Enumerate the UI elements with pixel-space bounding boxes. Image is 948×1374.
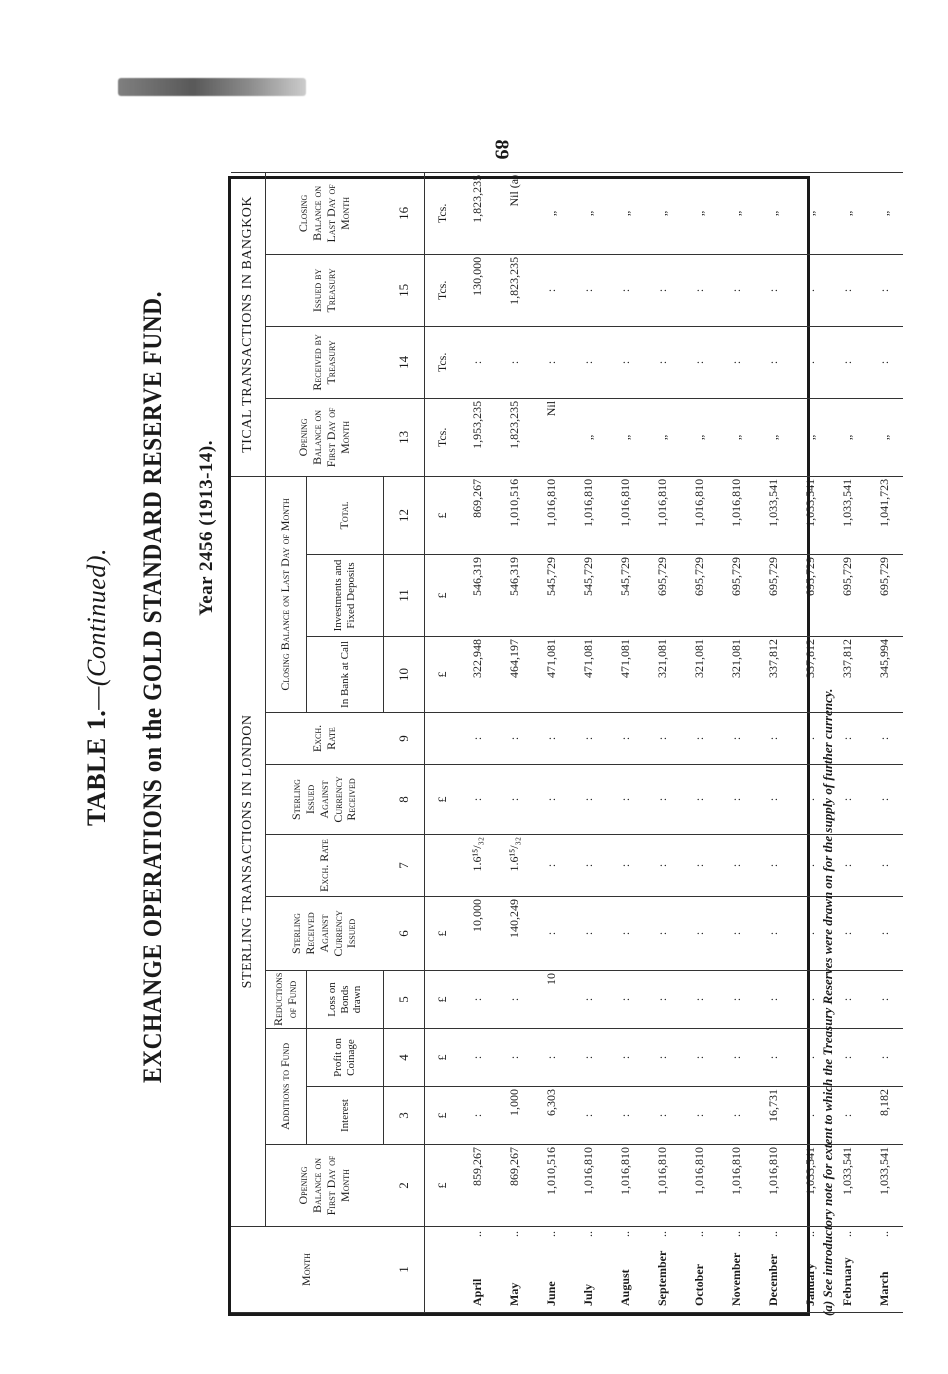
table-cell: : — [533, 1029, 570, 1087]
page-number: 89 — [490, 139, 513, 160]
table-cell: „ — [866, 398, 903, 476]
table-cell: : — [681, 713, 718, 765]
table-cell: : — [829, 897, 866, 971]
table-cell: 16,731 — [755, 1087, 792, 1145]
header-opening-balance: Opening Balance on First Day of Month — [266, 1145, 384, 1227]
unit-label: £ — [425, 1029, 460, 1087]
table-cell: : — [570, 835, 607, 897]
table-cell: : — [755, 713, 792, 765]
column-number: 2 — [384, 1145, 425, 1227]
table-cell: : — [607, 765, 644, 835]
table-cell: 1,010,516 — [496, 476, 533, 554]
header-sterling-received: Sterling Received Against Currency Issued — [266, 897, 384, 971]
table-cell: 1,016,810 — [644, 476, 681, 554]
table-cell: 140,249 — [496, 897, 533, 971]
table-cell: : — [829, 1087, 866, 1145]
table-cell: : — [607, 1029, 644, 1087]
month-label: April — [470, 1278, 484, 1306]
column-number: 8 — [384, 765, 425, 835]
header-issued-treasury: Issued by Treasury — [266, 254, 384, 326]
table-cell: „ — [829, 398, 866, 476]
table-cell: : — [792, 326, 829, 398]
header-in-bank: In Bank at Call — [307, 637, 384, 713]
table-cell: : — [718, 897, 755, 971]
table-cell: : — [570, 326, 607, 398]
table-cell: : — [570, 1087, 607, 1145]
table-cell: : — [866, 971, 903, 1029]
table-cell: 1,033,541 — [866, 1145, 903, 1227]
month-label: August — [618, 1269, 632, 1306]
table-cell: 695,729 — [681, 555, 718, 637]
month-cell: November .. — [718, 1227, 755, 1313]
header-interest: Interest — [307, 1087, 384, 1145]
header-exch-rate-1: Exch. Rate — [266, 835, 384, 897]
unit-label: £ — [425, 637, 460, 713]
header-closing-tical: Closing Balance on Last Day of Month — [266, 172, 384, 254]
table-cell: 1,033,541 — [792, 1145, 829, 1227]
unit-label: £ — [425, 1145, 460, 1227]
table-cell: 337,812 — [792, 637, 829, 713]
table-cell: Nil (a) — [496, 172, 533, 254]
month-cell: May .. — [496, 1227, 533, 1313]
table-cell: : — [607, 713, 644, 765]
table-cell: : — [829, 765, 866, 835]
table-cell: 1,033,541 — [829, 1145, 866, 1227]
unit-label — [425, 713, 460, 765]
unit-label — [425, 1227, 460, 1313]
header-sterling-group: STERLING TRANSACTIONS IN LONDON — [231, 476, 266, 1226]
table-cell: : — [829, 971, 866, 1029]
table-cell: : — [644, 1029, 681, 1087]
table-cell: „ — [755, 398, 792, 476]
table-cell: 695,729 — [866, 555, 903, 637]
table-row — [607, 172, 644, 1312]
column-number: 3 — [384, 1087, 425, 1145]
unit-label: Tcs. — [425, 326, 460, 398]
unit-label: £ — [425, 971, 460, 1029]
table-cell: 546,319 — [496, 555, 533, 637]
month-label: July — [581, 1283, 595, 1306]
table-cell: 1,010,516 — [533, 1145, 570, 1227]
table-cell: : — [792, 765, 829, 835]
month-cell: August .. — [607, 1227, 644, 1313]
header-profit-coinage: Profit on Coinage — [307, 1029, 384, 1087]
table-cell: 345,994 — [866, 637, 903, 713]
table-cell: „ — [644, 172, 681, 254]
header-exch-rate-2: Exch. Rate — [266, 713, 384, 765]
table-cell: : — [607, 835, 644, 897]
table-cell: : — [607, 254, 644, 326]
table-cell: „ — [570, 398, 607, 476]
unit-label: £ — [425, 897, 460, 971]
table-cell: 1,016,810 — [570, 1145, 607, 1227]
table-cell: : — [681, 1087, 718, 1145]
column-number: 16 — [384, 172, 425, 254]
table-cell: 1,823,235 — [459, 172, 496, 254]
table-cell: : — [829, 713, 866, 765]
column-number: 9 — [384, 713, 425, 765]
table-cell: : — [496, 1029, 533, 1087]
table-cell: : — [644, 713, 681, 765]
table-cell: : — [681, 1029, 718, 1087]
header-loss-bonds: Loss on Bonds drawn — [307, 971, 384, 1029]
table-cell: „ — [829, 172, 866, 254]
table-cell: : — [681, 835, 718, 897]
unit-label: £ — [425, 555, 460, 637]
table-cell: 471,081 — [570, 637, 607, 713]
table-cell: „ — [866, 172, 903, 254]
table-cell: : — [570, 254, 607, 326]
table-cell: 130,000 — [459, 254, 496, 326]
table-cell: : — [718, 835, 755, 897]
table-cell: : — [681, 897, 718, 971]
table-cell: : — [644, 326, 681, 398]
table-cell: 859,267 — [459, 1145, 496, 1227]
table-cell: : — [459, 326, 496, 398]
table-cell: „ — [533, 172, 570, 254]
table-cell: : — [755, 971, 792, 1029]
month-cell: June .. — [533, 1227, 570, 1313]
table-cell: : — [755, 1029, 792, 1087]
table-cell: : — [533, 765, 570, 835]
table-cell: 695,729 — [829, 555, 866, 637]
table-cell: : — [533, 897, 570, 971]
table-cell: : — [866, 765, 903, 835]
table-cell: : — [792, 897, 829, 971]
data-rows — [459, 172, 903, 1312]
table-cell: : — [755, 326, 792, 398]
table-cell: : — [533, 713, 570, 765]
table-cell: : — [792, 835, 829, 897]
table-row — [570, 172, 607, 1312]
table-cell: : — [866, 713, 903, 765]
table-cell: 471,081 — [533, 637, 570, 713]
table-subtitle: EXCHANGE OPERATIONS on the GOLD STANDARD RESERVE FUND. — [138, 291, 167, 1083]
table-cell: : — [866, 835, 903, 897]
table-cell: : — [644, 254, 681, 326]
month-label: February — [840, 1257, 854, 1306]
table-cell: : — [607, 326, 644, 398]
table-cell: „ — [607, 398, 644, 476]
table-cell: : — [829, 835, 866, 897]
unit-label: Tcs. — [425, 172, 460, 254]
month-cell: January .. — [792, 1227, 829, 1313]
table-cell: 1,033,541 — [829, 476, 866, 554]
table-cell: 695,729 — [644, 555, 681, 637]
table-cell: „ — [755, 172, 792, 254]
table-cell: 321,081 — [644, 637, 681, 713]
table-cell: : — [718, 713, 755, 765]
month-cell: July .. — [570, 1227, 607, 1313]
table-cell: „ — [644, 398, 681, 476]
table-cell: : — [607, 897, 644, 971]
table-cell: 1,016,810 — [718, 476, 755, 554]
table-cell: „ — [718, 172, 755, 254]
table-cell: : — [644, 971, 681, 1029]
table-cell: 1,823,235 — [496, 398, 533, 476]
table-cell: : — [755, 835, 792, 897]
table-cell: 471,081 — [607, 637, 644, 713]
table-cell: 1.6¹⁵/₃₂ — [496, 835, 533, 897]
table-row — [644, 172, 681, 1312]
table-cell: : — [496, 765, 533, 835]
table-cell: „ — [681, 398, 718, 476]
table-cell: : — [792, 254, 829, 326]
table-cell: : — [829, 326, 866, 398]
table-cell: „ — [607, 172, 644, 254]
column-number: 12 — [384, 476, 425, 554]
table-cell: : — [792, 713, 829, 765]
month-label: June — [544, 1281, 558, 1306]
table-cell: : — [681, 326, 718, 398]
table-row — [718, 172, 755, 1312]
table-cell: „ — [681, 172, 718, 254]
table-cell: : — [570, 713, 607, 765]
header-month: Month — [231, 1227, 384, 1313]
table-cell: : — [755, 765, 792, 835]
table-cell: : — [644, 897, 681, 971]
table-row — [533, 172, 570, 1312]
column-number: 6 — [384, 897, 425, 971]
table-cell: : — [533, 835, 570, 897]
month-cell: December .. — [755, 1227, 792, 1313]
table-cell: 1,016,810 — [607, 1145, 644, 1227]
unit-label: £ — [425, 1087, 460, 1145]
month-label: March — [877, 1271, 891, 1306]
table-cell: 322,948 — [459, 637, 496, 713]
month-cell: February .. — [829, 1227, 866, 1313]
table-cell: : — [644, 1087, 681, 1145]
table-cell: 869,267 — [496, 1145, 533, 1227]
table-cell: : — [792, 1029, 829, 1087]
table-cell: 337,812 — [829, 637, 866, 713]
month-label: October — [692, 1264, 706, 1306]
table-cell: : — [866, 326, 903, 398]
header-additions: Additions to Fund — [266, 1029, 307, 1145]
table-cell: : — [755, 254, 792, 326]
table-cell: : — [718, 1029, 755, 1087]
table-cell: 695,729 — [792, 555, 829, 637]
table-cell: 1,016,810 — [644, 1145, 681, 1227]
table-row — [755, 172, 792, 1312]
year-label: Year 2456 (1913-14). — [196, 440, 217, 616]
table-cell: 545,729 — [533, 555, 570, 637]
table-cell: : — [459, 1029, 496, 1087]
table-cell: : — [718, 254, 755, 326]
table-row — [496, 172, 533, 1312]
table-cell: : — [570, 765, 607, 835]
table-cell: 1,041,723 — [866, 476, 903, 554]
table-cell: 1,016,810 — [533, 476, 570, 554]
table-cell: : — [718, 1087, 755, 1145]
table-cell: 1,016,810 — [681, 1145, 718, 1227]
column-number: 13 — [384, 398, 425, 476]
header-sterling-issued: Sterling Issued Against Currency Received — [266, 765, 384, 835]
table-cell: 695,729 — [755, 555, 792, 637]
month-cell: March .. — [866, 1227, 903, 1313]
table-cell: 337,812 — [755, 637, 792, 713]
table-cell: 1,016,810 — [681, 476, 718, 554]
unit-label — [425, 835, 460, 897]
table-cell: : — [681, 254, 718, 326]
header-total: Total — [307, 476, 384, 554]
table-row — [459, 172, 496, 1312]
column-number: 15 — [384, 254, 425, 326]
table-cell: : — [459, 1087, 496, 1145]
column-number: 7 — [384, 835, 425, 897]
table-cell: : — [866, 897, 903, 971]
header-tical-group: TICAL TRANSACTIONS IN BANGKOK — [231, 172, 266, 476]
month-label: January — [803, 1263, 817, 1306]
table-cell: : — [866, 254, 903, 326]
table-cell: : — [644, 835, 681, 897]
table-cell: 10 — [533, 971, 570, 1029]
column-number: 1 — [384, 1227, 425, 1313]
table-cell: : — [570, 1029, 607, 1087]
footnote: (a) See introductory note for extent to which the Treasury Reserves were drawn on for the supply of further currency. — [820, 688, 835, 1316]
column-number: 14 — [384, 326, 425, 398]
table-cell: 8,182 — [866, 1087, 903, 1145]
table-cell: : — [459, 713, 496, 765]
table-cell: „ — [570, 172, 607, 254]
table-cell: 1,016,810 — [755, 1145, 792, 1227]
unit-label: Tcs. — [425, 254, 460, 326]
table-cell: „ — [792, 172, 829, 254]
table-row — [866, 172, 903, 1312]
table-cell: 1.6¹⁵/₃₂ — [459, 835, 496, 897]
table-cell: : — [533, 326, 570, 398]
table-cell: 1,016,810 — [718, 1145, 755, 1227]
table-cell: 1,016,810 — [607, 476, 644, 554]
table-cell: : — [570, 971, 607, 1029]
table-cell: : — [570, 897, 607, 971]
column-number: 10 — [384, 637, 425, 713]
table-cell: 1,033,541 — [792, 476, 829, 554]
month-label: May — [507, 1282, 521, 1306]
table-cell: 1,953,235 — [459, 398, 496, 476]
table-cell: Nil — [533, 398, 570, 476]
table-cell: : — [681, 765, 718, 835]
month-label: September — [655, 1250, 669, 1306]
table-cell: : — [459, 765, 496, 835]
table-cell: : — [681, 971, 718, 1029]
table-cell: : — [718, 971, 755, 1029]
month-cell: October .. — [681, 1227, 718, 1313]
unit-label: £ — [425, 765, 460, 835]
table-cell: : — [607, 971, 644, 1029]
table-cell: 1,823,235 — [496, 254, 533, 326]
table-cell: 321,081 — [681, 637, 718, 713]
table-cell: 869,267 — [459, 476, 496, 554]
table-cell: 545,729 — [607, 555, 644, 637]
table-cell: 464,197 — [496, 637, 533, 713]
table-cell: : — [607, 1087, 644, 1145]
table-cell: „ — [718, 398, 755, 476]
header-received-treasury: Received by Treasury — [266, 326, 384, 398]
table-cell: : — [644, 765, 681, 835]
table-cell: : — [755, 897, 792, 971]
table-cell: : — [792, 1087, 829, 1145]
table-cell: 10,000 — [459, 897, 496, 971]
unit-label: Tcs. — [425, 398, 460, 476]
table-cell: 321,081 — [718, 637, 755, 713]
month-cell: April .. — [459, 1227, 496, 1313]
table-cell: 1,016,810 — [570, 476, 607, 554]
column-number-row — [384, 172, 425, 1312]
header-investments: Investments and Fixed Deposits — [307, 555, 384, 637]
table-cell: „ — [792, 398, 829, 476]
table-cell: 1,000 — [496, 1087, 533, 1145]
table-cell: : — [496, 326, 533, 398]
table-cell: : — [718, 765, 755, 835]
month-label: December — [766, 1254, 780, 1306]
table-cell: 545,729 — [570, 555, 607, 637]
table-cell: 546,319 — [459, 555, 496, 637]
unit-label: £ — [425, 476, 460, 554]
header-tical-opening: Opening Balance on First Day of Month — [266, 398, 384, 476]
header-reductions: Reductions of Fund — [266, 971, 307, 1029]
month-label: November — [729, 1252, 743, 1306]
table-cell: 6,303 — [533, 1087, 570, 1145]
units-row — [425, 172, 460, 1312]
table-cell: : — [496, 713, 533, 765]
column-number: 11 — [384, 555, 425, 637]
table-cell: : — [829, 254, 866, 326]
month-cell: September .. — [644, 1227, 681, 1313]
header-closing-sterling: Closing Balance on Last Day of Month — [266, 476, 307, 712]
column-number: 5 — [384, 971, 425, 1029]
table-cell: : — [792, 971, 829, 1029]
table-cell: : — [533, 254, 570, 326]
table-cell: : — [866, 1029, 903, 1087]
table-cell: : — [496, 971, 533, 1029]
table-cell: : — [459, 971, 496, 1029]
table-cell: : — [829, 1029, 866, 1087]
table-title: TABLE 1.—(Continued). — [82, 548, 111, 826]
column-number: 4 — [384, 1029, 425, 1087]
table-row — [681, 172, 718, 1312]
table-cell: 695,729 — [718, 555, 755, 637]
table-cell: 1,033,541 — [755, 476, 792, 554]
table-cell: : — [718, 326, 755, 398]
